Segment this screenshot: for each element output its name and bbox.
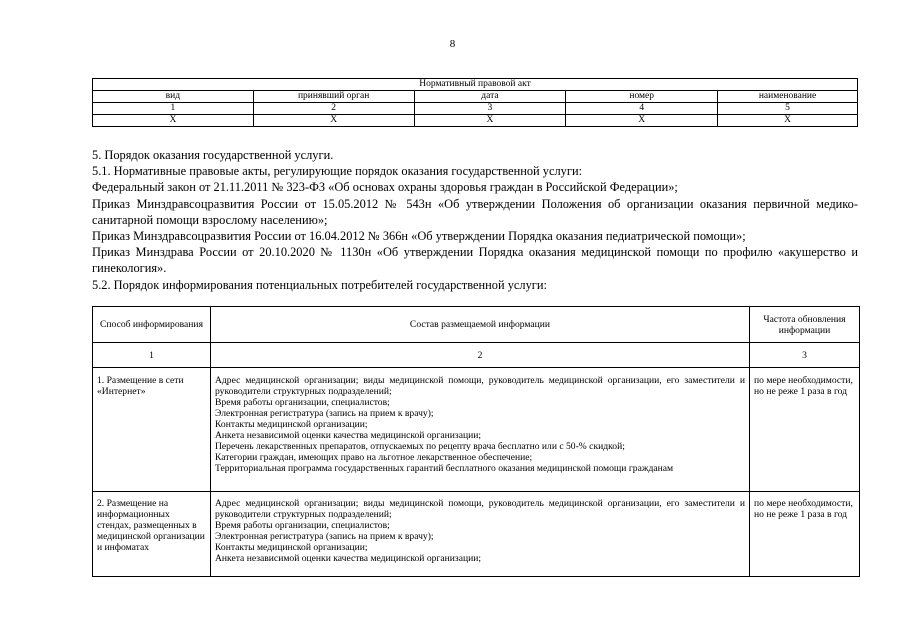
npa-value-row (93, 115, 858, 127)
info-number: 1 (93, 343, 211, 368)
npa-number-row (93, 103, 858, 115)
info-content-line: Анкета независимой оценки качества медицинской организации; (215, 430, 482, 441)
regulatory-act: Приказ Минздрава России от 20.10.2020 № 1130н «Об утверждении Порядка оказания медицинской помощи по профилю «акушерство и гинекология». (92, 245, 858, 276)
info-content-line: Перечень лекарственных препаратов, отпускаемых по рецепту врача бесплатно или с 50-% скидкой; (215, 441, 625, 452)
info-content-line: Время работы организации, специалистов; (215, 520, 390, 531)
info-header: Способ информирования (93, 307, 211, 343)
npa-header: номер (566, 91, 718, 103)
info-method: 2. Размещение на информационных стендах, размещенных в медицинской организации и инфоматах (93, 492, 211, 577)
npa-number: 5 (718, 103, 858, 115)
regulatory-act: Приказ Минздравсоцразвития России от 15.05.2012 № 543н «Об утверждении Положения об организации оказания первичной медико-санитарной помощи взрослому населению»; (92, 196, 858, 227)
info-header-row (93, 307, 860, 343)
npa-value: X (414, 115, 566, 127)
info-method: 1. Размещение в сети «Интернет» (93, 368, 211, 492)
npa-number: 4 (566, 103, 718, 115)
npa-title: Нормативный правовой акт (93, 79, 858, 91)
info-row-internet (93, 368, 860, 492)
regulatory-act: Приказ Минздравсоцразвития России от 16.04.2012 № 366н «Об утверждении Порядка оказания педиатрической помощи»; (92, 229, 746, 244)
npa-header-row (93, 91, 858, 103)
info-header: Частота обновления информации (750, 307, 860, 343)
npa-value: X (718, 115, 858, 127)
section-text (92, 147, 858, 293)
info-content-line: Анкета независимой оценки качества медицинской организации; (215, 553, 482, 564)
npa-header: принявший орган (253, 91, 414, 103)
info-row-stands (93, 492, 860, 577)
info-content-line: Электронная регистратура (запись на прием к врачу); (215, 408, 434, 419)
info-content-line: Адрес медицинской организации; виды медицинской помощи, руководитель медицинской организации, его заместители и руководители структурных подразделений; (215, 498, 745, 520)
information-table (92, 306, 860, 577)
info-number-row (93, 343, 860, 368)
npa-title-row (93, 79, 858, 91)
info-number: 3 (750, 343, 860, 368)
npa-value: X (93, 115, 254, 127)
npa-value: X (566, 115, 718, 127)
section-subheading-2: 5.2. Порядок информирования потенциальных потребителей государственной услуги: (92, 277, 547, 292)
info-content (211, 492, 750, 577)
info-content-line: Территориальная программа государственных гарантий бесплатного оказания медицинской помощи гражданам (215, 463, 674, 474)
regulatory-act: Федеральный закон от 21.11.2011 № 323-ФЗ «Об основах охраны здоровья граждан в Российской Федерации»; (92, 180, 678, 195)
npa-header: вид (93, 91, 254, 103)
info-number: 2 (211, 343, 750, 368)
npa-header: дата (414, 91, 566, 103)
npa-number: 2 (253, 103, 414, 115)
info-content-line: Время работы организации, специалистов; (215, 397, 390, 408)
section-subheading: 5.1. Нормативные правовые акты, регулирующие порядок оказания государственной услуги: (92, 164, 583, 179)
info-content-line: Контакты медицинской организации; (215, 542, 368, 553)
npa-header: наименование (718, 91, 858, 103)
npa-number: 1 (93, 103, 254, 115)
section-heading: 5. Порядок оказания государственной услуги. (92, 148, 334, 162)
info-content-line: Контакты медицинской организации; (215, 419, 368, 430)
normative-act-table (92, 78, 858, 127)
info-content-line: Категории граждан, имеющих право на льготное лекарственное обеспечение; (215, 452, 533, 463)
info-content (211, 368, 750, 492)
info-header: Состав размещаемой информации (211, 307, 750, 343)
page-number: 8 (449, 38, 456, 50)
info-frequency: по мере необходимости, но не реже 1 раза в год (750, 492, 860, 577)
info-content-line: Адрес медицинской организации; виды медицинской помощи, руководитель медицинской организации, его заместители и руководители структурных подразделений; (215, 375, 745, 397)
npa-number: 3 (414, 103, 566, 115)
info-content-line: Электронная регистратура (запись на прием к врачу); (215, 531, 434, 542)
npa-value: X (253, 115, 414, 127)
info-frequency: по мере необходимости, но не реже 1 раза в год (750, 368, 860, 492)
